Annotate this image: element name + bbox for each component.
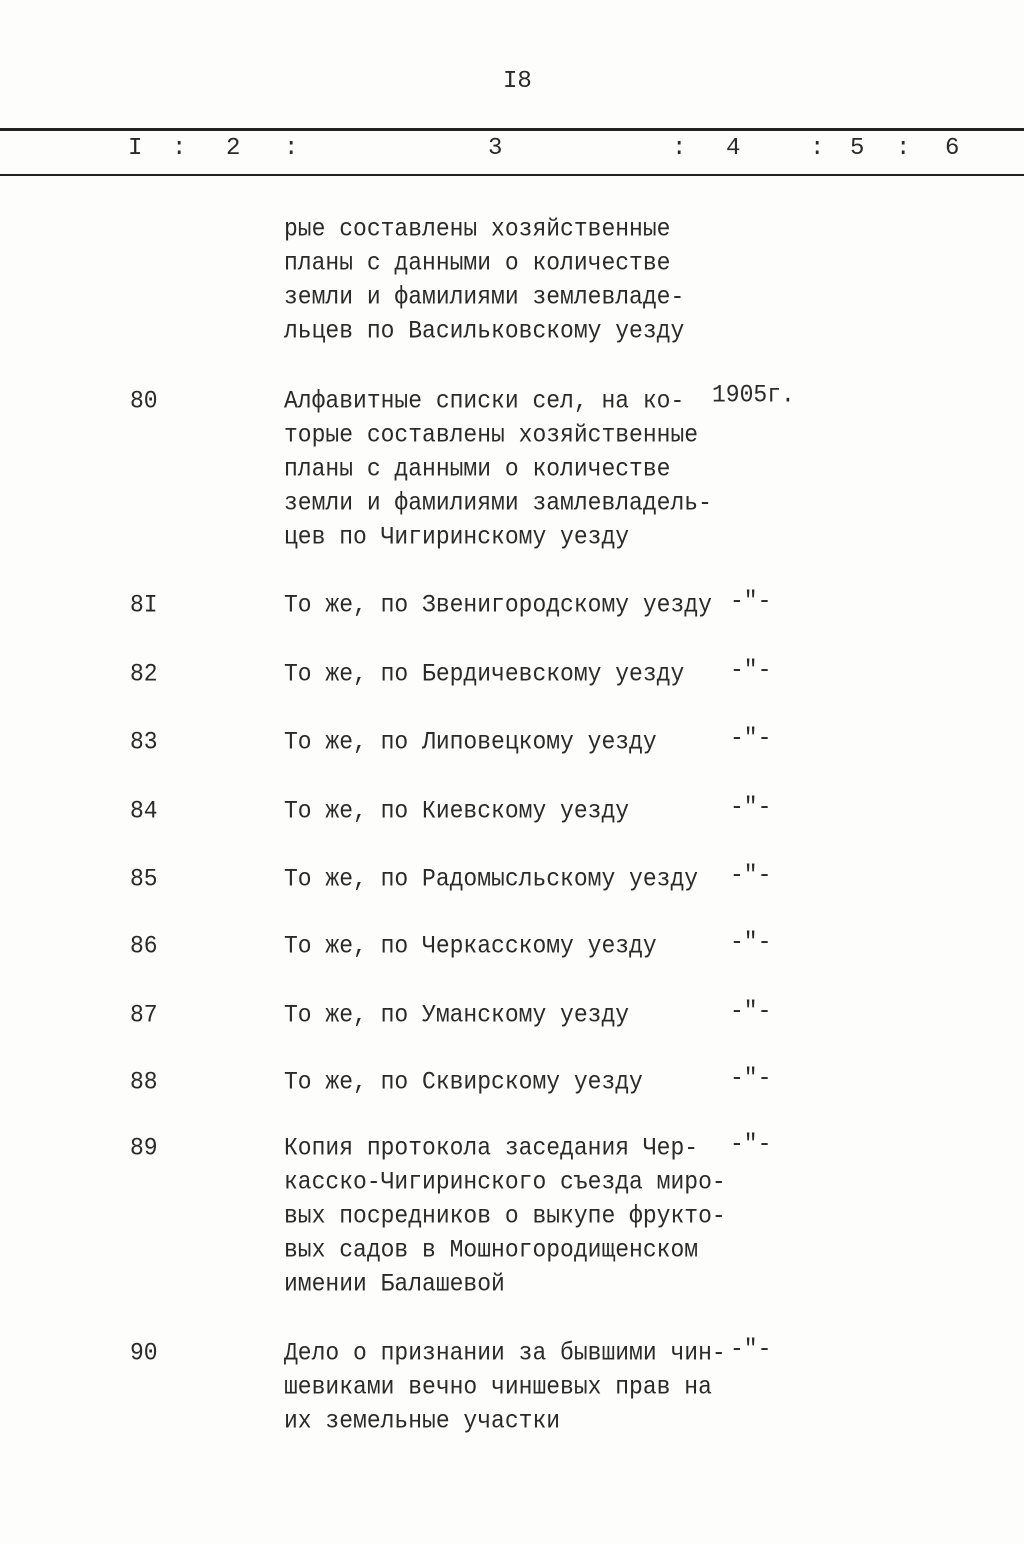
entry-number: 89 [130,1133,158,1162]
entry-description-line: их земельные участки [284,1406,561,1435]
entry-description-line: Дело о признании за бывшими чин- [284,1338,726,1367]
entry-description-line: имении Балашевой [284,1269,505,1298]
col-separator: : [896,135,911,162]
col-5-header: 5 [850,135,865,162]
entry-date: -"- [730,792,772,821]
entry-description-line: земли и фамилиями замлевладель- [284,488,712,517]
entry-number: 84 [130,796,158,825]
entry-date: -"- [730,860,772,889]
col-2-header: 2 [226,135,241,162]
entry-description-line: рые составлены хозяйственные [284,214,671,243]
entry-date: 1905г. [712,380,795,409]
entry-description-line: льцев по Васильковскому уезду [284,316,685,345]
entry-description-line: То же, по Звенигородскому уезду [284,590,712,619]
entry-description-line: То же, по Радомысльскому уезду [284,864,699,893]
entry-date: -"- [730,927,772,956]
col-1-header: I [128,135,143,162]
entry-description-line: вых садов в Мошногородищенском [284,1235,699,1264]
header-top-rule [0,128,1024,131]
entry-description-line: То же, по Бердичевскому уезду [284,659,685,688]
entry-number: 90 [130,1338,158,1367]
entry-description-line: То же, по Уманскому уезду [284,1000,630,1029]
entry-description-line: касско-Чигиринского съезда миро- [284,1167,726,1196]
entry-description-line: планы с данными о количестве [284,248,671,277]
col-separator: : [284,135,299,162]
entry-description-line: То же, по Сквирскому уезду [284,1067,643,1096]
entry-number: 83 [130,727,158,756]
entry-description-line: То же, по Черкасскому уезду [284,931,657,960]
col-4-header: 4 [726,135,741,162]
entry-description-line: вых посредников о выкупе фрукто- [284,1201,726,1230]
col-separator: : [172,135,187,162]
header-bottom-rule [0,174,1024,176]
entry-description-line: цев по Чигиринскому уезду [284,522,630,551]
entry-description-line: шевиками вечно чиншевых прав на [284,1372,712,1401]
entry-description-line: Копия протокола заседания Чер- [284,1133,699,1162]
entry-description-line: земли и фамилиями землевладе- [284,282,685,311]
entry-description-line: торые составлены хозяйственные [284,420,699,449]
entry-description-line: планы с данными о количестве [284,454,671,483]
col-separator: : [810,135,825,162]
page-number: I8 [503,68,532,95]
entry-description-line: То же, по Киевскому уезду [284,796,630,825]
entry-date: -"- [730,1334,772,1363]
entry-number: 86 [130,931,158,960]
entry-date: -"- [730,996,772,1025]
entry-date: -"- [730,723,772,752]
col-6-header: 6 [945,135,960,162]
entry-date: -"- [730,655,772,684]
entry-number: 8I [130,590,158,619]
entry-number: 82 [130,659,158,688]
entry-date: -"- [730,1063,772,1092]
entry-number: 87 [130,1000,158,1029]
entry-date: -"- [730,1129,772,1158]
entry-number: 85 [130,864,158,893]
col-separator: : [672,135,687,162]
col-3-header: 3 [488,135,503,162]
entry-number: 80 [130,386,158,415]
entry-date: -"- [730,586,772,615]
entry-number: 88 [130,1067,158,1096]
entry-description-line: Алфавитные списки сел, на ко- [284,386,685,415]
entry-description-line: То же, по Липовецкому уезду [284,727,657,756]
